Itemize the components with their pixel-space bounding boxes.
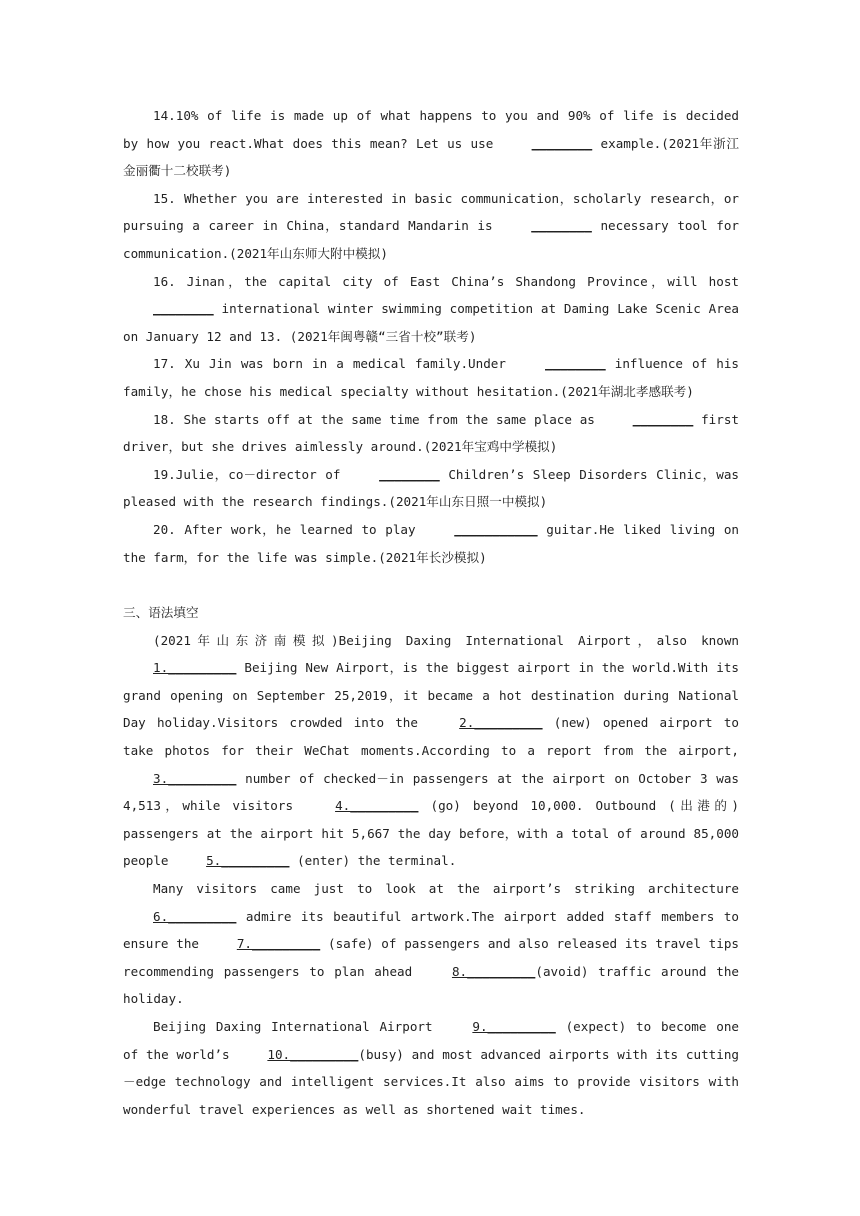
passage-paragraph [123, 875, 739, 1013]
passage-text: Many visitors came just to look at the airport’s striking architecture [153, 881, 739, 897]
numbered-blank: 1._________ [153, 660, 237, 676]
numbered-blank: 7._________ [236, 936, 321, 952]
numbered-blank: 3._________ [153, 770, 237, 786]
answer-blank: ________ [632, 411, 694, 427]
question-text: 17. Xu Jin was born in a medical family.Under [153, 356, 516, 372]
answer-blank: ________ [531, 135, 593, 151]
question-text: 20. After work，he learned to play [153, 521, 425, 537]
question-text: 18. She starts off at the same time from the same place as [153, 411, 603, 427]
passage-paragraph [123, 627, 739, 875]
document-page [123, 102, 739, 1123]
fill-in-questions [123, 102, 739, 571]
question-text: guitar.He liked living on the farm，for the life was simple.(2021年长沙模拟) [123, 521, 739, 565]
passage-text: (safe) of passengers and also released its travel tips recommending passengers to plan ahead [123, 936, 740, 979]
numbered-blank: 5._________ [206, 853, 290, 869]
numbered-blank: 4._________ [335, 798, 419, 814]
passage-text: (go) beyond 10,000. Outbound (出港的) passengers at the airport hit 5,667 the day before，with a total of around 85,000 people [123, 798, 739, 869]
question-q20 [123, 516, 739, 571]
passage-text: (new) opened airport to take photos for their WeChat moments.According to a report from the airport, [123, 715, 739, 759]
question-q16 [123, 268, 739, 351]
question-q14 [123, 102, 739, 185]
passage-text: (busy) and most advanced airports with its cutting－edge technology and intelligent services.It also aims to provide visitors with wonderful travel experiences as well as shortened wait times. [123, 1046, 740, 1117]
question-text: 19.Julie，co－director of [153, 466, 350, 482]
passage-text: number of checked－in passengers at the airport on October 3 was 4,513，while visitors [123, 770, 739, 814]
passage-text: admire its beautiful artwork.The airport added staff members to ensure the [123, 908, 739, 952]
section-title: 三、语法填空 [123, 605, 199, 621]
answer-blank: ___________ [454, 521, 538, 537]
numbered-blank: 8._________ [451, 963, 536, 979]
answer-blank: ________ [545, 356, 606, 372]
passage-text: (expect) to become one of the world’s [123, 1019, 739, 1062]
numbered-blank: 6._________ [153, 908, 237, 924]
passage-text: (enter) the terminal. [289, 853, 457, 869]
numbered-blank: 10._________ [267, 1046, 359, 1062]
question-q15 [123, 185, 739, 268]
question-text: 14.10% of life is made up of what happens to you and 90% of life is decided by how you react.What does this mean? Let us use [123, 108, 739, 151]
question-text: international winter swimming competition at Daming Lake Scenic Area on January 12 and 13. (2021年闽粤赣“三省十校”联考) [123, 301, 739, 344]
numbered-blank: 9._________ [472, 1019, 556, 1034]
question-q19 [123, 461, 739, 516]
question-text: influence of his family，he chose his medical specialty without hesitation.(2021年湖北孝感联考) [123, 356, 739, 399]
question-text: 15. Whether you are interested in basic communication，scholarly research，or pursuing a career in China，standard Mandarin is [123, 190, 739, 234]
question-text: first driver，but she drives aimlessly around.(2021年宝鸡中学模拟) [123, 411, 739, 455]
question-text: necessary tool for communication.(2021年山东师大附中模拟) [123, 218, 739, 261]
grammar-fill-passage [123, 627, 739, 1124]
question-text: example.(2021年浙江金丽衢十二校联考) [123, 135, 739, 179]
numbered-blank: 2._________ [459, 715, 543, 731]
passage-text: (avoid) traffic around the holiday. [123, 963, 739, 1007]
question-q18 [123, 406, 739, 461]
answer-blank: ________ [379, 466, 440, 482]
passage-text: (2021年山东济南模拟)Beijing Daxing International Airport，also known [153, 632, 739, 648]
answer-blank: ________ [153, 301, 214, 317]
question-q17 [123, 350, 739, 405]
answer-blank: ________ [531, 218, 592, 234]
question-text: 16. Jinan，the capital city of East China’s Shandong Province，will host [153, 273, 739, 289]
passage-text: Beijing Daxing International Airport [153, 1019, 443, 1034]
question-text: Children’s Sleep Disorders Clinic，was pleased with the research findings.(2021年山东日照一中模拟) [123, 466, 739, 510]
passage-text: Beijing New Airport，is the biggest airport in the world.With its grand opening on September 25,2019，it became a hot destination during National Day holiday.Visitors crowded into the [123, 660, 739, 731]
passage-paragraph [123, 1013, 739, 1123]
